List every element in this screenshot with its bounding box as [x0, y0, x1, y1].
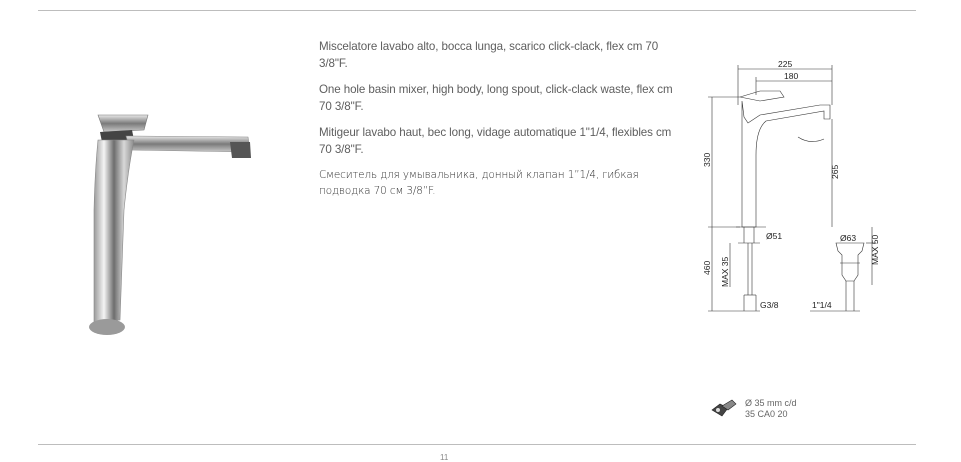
dim-460: 460: [702, 260, 712, 275]
dim-d63: Ø63: [840, 233, 857, 243]
description-french: Mitigeur lavabo haut, bec long, vidage automatique 1"1/4, flexibles cm 70 3/8"F.: [319, 126, 672, 156]
dim-330: 330: [702, 152, 712, 167]
dim-1-1-4: 1"1/4: [812, 300, 832, 310]
accessory-line-2: 35 CA0 20: [745, 409, 788, 419]
dim-265: 265: [830, 164, 840, 179]
top-divider: [38, 10, 916, 11]
technical-drawing: [700, 55, 900, 320]
accessory-line-1: Ø 35 mm c/d: [745, 398, 797, 408]
accessory-label: [745, 398, 797, 420]
bottom-divider: [38, 444, 916, 445]
dim-max35: MAX 35: [720, 256, 730, 287]
product-photo: [68, 70, 268, 355]
page-number: 11: [440, 453, 449, 462]
dim-d51: Ø51: [766, 231, 783, 241]
dim-225: 225: [778, 59, 793, 69]
description-english: One hole basin mixer, high body, long spout, click-clack waste, flex cm 70 3/8"F.: [319, 83, 673, 113]
dim-180: 180: [784, 71, 799, 81]
product-description: [319, 38, 679, 208]
dim-g38: G3/8: [760, 300, 779, 310]
description-russian: Смеситель для умывальника, донный клапан 1”1/4, гибкая подводка 70 см 3/8”F.: [319, 169, 639, 197]
description-italian: Miscelatore lavabo alto, bocca lunga, scarico click-clack, flex cm 70 3/8"F.: [319, 40, 659, 70]
nut-key-icon: [708, 396, 744, 422]
dim-max50: MAX 50: [870, 234, 880, 265]
